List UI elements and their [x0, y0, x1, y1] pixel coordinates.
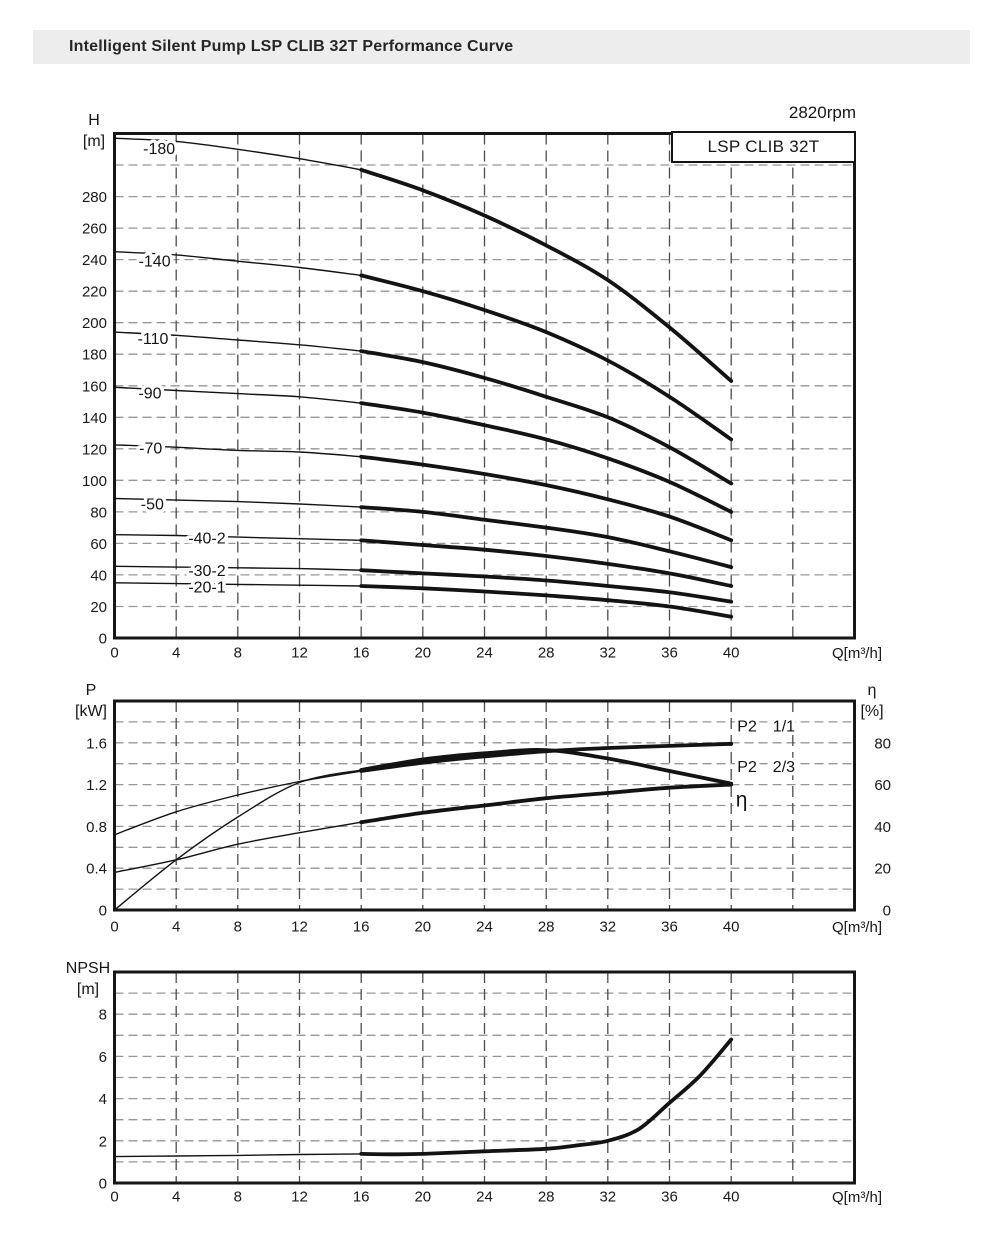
head-y-axis-title-unit: [m] — [82, 133, 106, 150]
annotation-label: 2/3 — [772, 758, 796, 776]
efficiency-y-axis-title-unit: [%] — [860, 703, 884, 720]
head-y-tick-label: 220 — [81, 283, 107, 301]
npsh-x-tick-label: 28 — [537, 1188, 555, 1206]
head-x-tick-label: 4 — [172, 644, 181, 662]
head-x-tick-label: 16 — [352, 644, 370, 662]
curve-label-90: -90 — [138, 385, 162, 403]
annotation-label: 1/1 — [772, 718, 796, 736]
model-box-label: LSP CLIB 32T — [707, 137, 820, 156]
head-y-tick-label: 0 — [98, 630, 107, 648]
power-y-tick-label: 0.8 — [86, 818, 107, 836]
power-y-axis-title-symbol: P — [85, 682, 97, 699]
efficiency-y-axis-title — [848, 680, 896, 722]
npsh-x-tick-label: 32 — [599, 1188, 617, 1206]
page-title: Intelligent Silent Pump LSP CLIB 32T Performance Curve — [69, 38, 514, 55]
head-x-tick-label: 8 — [233, 644, 242, 662]
power-x-tick-label: 20 — [414, 918, 432, 936]
head-y-tick-label: 240 — [81, 252, 107, 270]
head-x-axis-label: Q[m³/h] — [831, 645, 882, 662]
annotation-label: η — [735, 788, 748, 812]
chart-head — [82, 134, 855, 662]
power-x-tick-label: 36 — [661, 918, 678, 936]
power-y2-tick-label: 60 — [874, 777, 891, 795]
head-y-tick-label: 100 — [81, 472, 107, 490]
npsh-x-tick-label: 4 — [172, 1188, 181, 1206]
chart-npsh — [99, 972, 855, 1206]
head-y-tick-label: 180 — [81, 346, 107, 364]
rpm-label: 2820rpm — [788, 103, 856, 122]
npsh-y-tick-label: 8 — [98, 1006, 107, 1024]
power-y2-tick-label: 20 — [874, 860, 891, 878]
curve-label-40-2: -40-2 — [188, 530, 226, 548]
head-x-tick-label: 32 — [599, 644, 617, 662]
power-y-tick-label: 0 — [98, 902, 107, 920]
curve-label-180: -180 — [143, 141, 176, 158]
npsh-y-tick-label: 0 — [98, 1175, 107, 1193]
head-x-tick-label: 0 — [110, 644, 119, 662]
power-y2-tick-label: 40 — [874, 818, 891, 836]
power-y-axis-title-unit: [kW] — [75, 703, 107, 720]
head-y-tick-label: 200 — [81, 315, 107, 333]
npsh-y-tick-label: 4 — [98, 1091, 107, 1109]
curve-label-20-1: -20-1 — [188, 579, 226, 597]
power-x-tick-label: 28 — [537, 918, 555, 936]
npsh-x-axis-label: Q[m³/h] — [831, 1189, 882, 1206]
head-y-tick-label: 260 — [81, 220, 107, 238]
power-y-axis-title — [66, 680, 116, 722]
curve-label-30-2: -30-2 — [188, 563, 226, 580]
head-y-tick-label: 280 — [81, 189, 107, 207]
curve-label-110: -110 — [137, 331, 169, 348]
npsh-x-tick-label: 16 — [352, 1188, 370, 1206]
curve-label-70: -70 — [139, 440, 163, 458]
power-x-axis-label: Q[m³/h] — [831, 919, 882, 936]
head-y-tick-label: 160 — [81, 378, 107, 396]
head-x-tick-label: 28 — [537, 644, 555, 662]
npsh-x-tick-label: 8 — [233, 1188, 242, 1206]
curve-label-140: -140 — [138, 253, 171, 271]
npsh-x-tick-label: 12 — [291, 1188, 308, 1206]
head-y-axis-title — [74, 110, 114, 152]
npsh-y-tick-label: 2 — [98, 1133, 107, 1151]
head-x-tick-label: 40 — [722, 644, 740, 662]
curve-npsh-thin — [115, 1154, 362, 1157]
npsh-x-tick-label: 0 — [110, 1188, 119, 1206]
chart-power — [86, 701, 891, 936]
power-x-tick-label: 8 — [233, 918, 242, 936]
curve-40-2-thin — [115, 535, 362, 541]
power-x-tick-label: 24 — [476, 918, 493, 936]
npsh-x-tick-label: 36 — [661, 1188, 678, 1206]
head-x-tick-label: 36 — [661, 644, 678, 662]
npsh-x-tick-label: 40 — [722, 1188, 740, 1206]
npsh-y-axis-title — [59, 958, 117, 1000]
power-y-tick-label: 0.4 — [86, 860, 107, 878]
power-x-tick-label: 32 — [599, 918, 617, 936]
head-x-tick-label: 12 — [291, 644, 308, 662]
head-y-tick-label: 80 — [90, 504, 107, 522]
head-x-tick-label: 20 — [414, 644, 432, 662]
power-x-tick-label: 0 — [110, 918, 119, 936]
npsh-y-axis-title-symbol: NPSH — [65, 960, 111, 977]
power-y-tick-label: 1.6 — [86, 735, 107, 753]
npsh-x-tick-label: 24 — [476, 1188, 493, 1206]
npsh-x-tick-label: 20 — [414, 1188, 432, 1206]
annotation-label: P2 — [737, 758, 757, 776]
annotation-label: P2 — [737, 718, 757, 736]
model-box — [671, 131, 856, 163]
head-y-tick-label: 140 — [81, 409, 107, 427]
npsh-y-axis-title-unit: [m] — [76, 981, 100, 998]
power-x-tick-label: 16 — [352, 918, 370, 936]
npsh-y-tick-label: 6 — [98, 1048, 107, 1066]
head-y-tick-label: 60 — [90, 535, 107, 553]
head-y-axis-title-symbol: H — [88, 112, 100, 129]
head-y-tick-label: 20 — [90, 599, 107, 616]
head-y-tick-label: 120 — [81, 441, 107, 459]
power-x-tick-label: 4 — [172, 918, 181, 936]
power-x-tick-label: 40 — [722, 918, 740, 936]
curve-label-50: -50 — [140, 496, 164, 514]
efficiency-y-axis-title-symbol: η — [867, 682, 877, 699]
power-y2-tick-label: 0 — [882, 902, 891, 920]
head-x-tick-label: 24 — [476, 644, 493, 662]
power-y2-tick-label: 80 — [874, 735, 891, 753]
power-y-tick-label: 1.2 — [86, 777, 107, 795]
head-y-tick-label: 40 — [90, 567, 107, 585]
power-x-tick-label: 12 — [291, 918, 308, 936]
